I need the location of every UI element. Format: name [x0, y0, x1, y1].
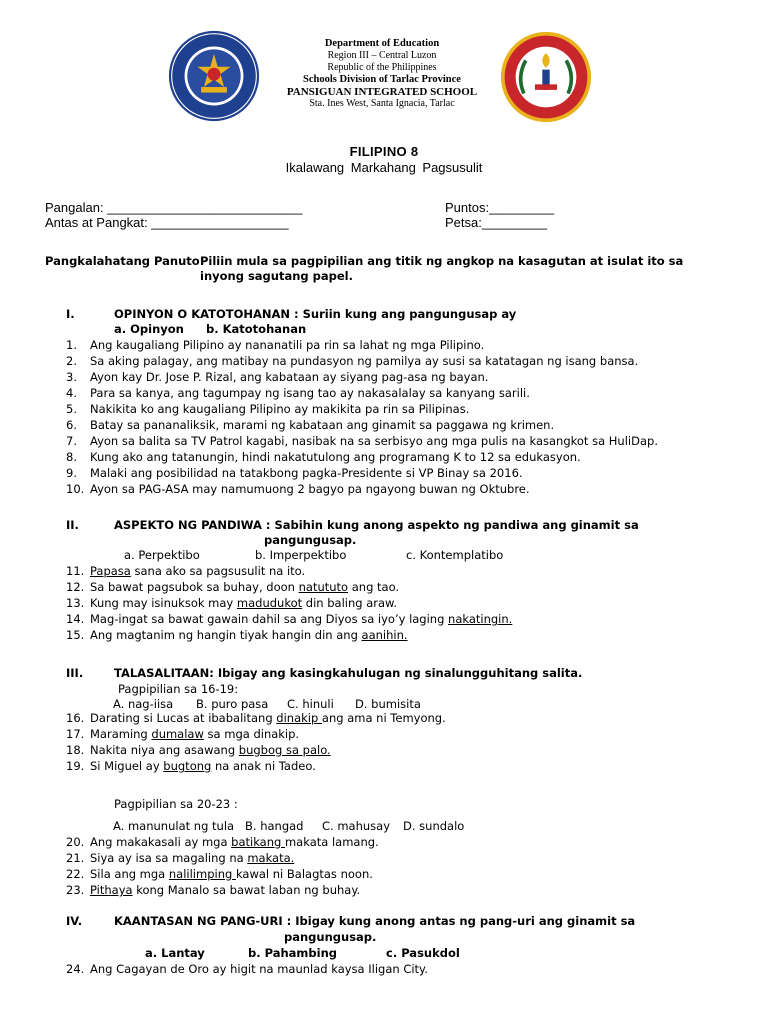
- item-text: Maraming dumalaw sa mga dinakip.: [90, 727, 300, 741]
- item-text: Nakita niya ang asawang bugbog sa palo.: [90, 743, 331, 757]
- school-header: [262, 38, 502, 110]
- item-number: 12.: [66, 580, 85, 594]
- choice-c: C. hinuli: [287, 697, 334, 711]
- section-2-option-b: b. Imperpektibo: [255, 548, 347, 562]
- division-name: Schools Division of Tarlac Province: [303, 74, 461, 85]
- item-number: 23.: [66, 883, 85, 897]
- subject-title: FILIPINO 8: [349, 144, 419, 159]
- choice-b: B. hangad: [245, 819, 304, 833]
- item-text: Ang makakasali ay mga batikang makata lamang.: [90, 835, 379, 849]
- department-name: Department of Education: [324, 38, 440, 49]
- item-number: 2.: [66, 354, 77, 368]
- item-text: Kung ako ang tatanungin, hindi nakatutulong ang programang K to 12 sa edukasyon.: [90, 450, 581, 464]
- item-text: Malaki ang posibilidad na tatakbong pagka-Presidente si VP Binay sa 2016.: [90, 466, 523, 480]
- item-number: 13.: [66, 596, 85, 610]
- item-number: 7.: [66, 434, 77, 448]
- choice-a: A. nag-iisa: [113, 697, 174, 711]
- section-2-roman: II.: [66, 518, 79, 532]
- choices-label-20-23: Pagpipilian sa 20-23 :: [114, 797, 238, 811]
- section-1-roman: I.: [66, 307, 75, 321]
- section-3-roman: III.: [66, 666, 84, 680]
- item-text: Ayon kay Dr. Jose P. Rizal, ang kabataan ay siyang pag-asa ng bayan.: [90, 370, 489, 384]
- section-4-option-a: a. Lantay: [145, 946, 205, 960]
- item-text: Sa aking palagay, ang matibay na pundasyon ng pamilya ay susi sa katatagan ng isang bansa.: [90, 354, 639, 368]
- item-number: 19.: [66, 759, 85, 773]
- instructions-label: Pangkalahatang Panuto:: [45, 254, 205, 268]
- deped-seal-icon: [168, 30, 260, 122]
- section-1-heading: OPINYON O KATOTOHANAN : Suriin kung ang pangungusap ay: [114, 307, 517, 321]
- item-text: Ayon sa PAG-ASA may namumuong 2 bagyo pa ngayong buwan ng Oktubre.: [90, 482, 530, 496]
- item-text: Darating si Lucas at ibabalitang dinakip ang ama ni Temyong.: [90, 711, 446, 725]
- item-number: 8.: [66, 450, 77, 464]
- underlined-word: nalilimping: [168, 867, 236, 881]
- item-number: 20.: [66, 835, 85, 849]
- choice-d: D. bumisita: [355, 697, 421, 711]
- underlined-word: makata.: [247, 851, 295, 865]
- underlined-word: madudukot: [236, 596, 303, 610]
- section-2-heading-cont: pangungusap.: [264, 533, 357, 547]
- date-field[interactable]: Petsa:_________: [445, 215, 547, 230]
- underlined-word: batikang: [231, 835, 285, 849]
- item-text: Siya ay isa sa magaling na makata.: [90, 851, 295, 865]
- underlined-word: Papasa: [90, 564, 131, 578]
- section-4-option-b: b. Pahambing: [248, 946, 338, 960]
- item-text: Nakikita ko ang kaugaliang Pilipino ay makikita pa rin sa Pilipinas.: [90, 402, 470, 416]
- choice-a: A. manunulat ng tula: [113, 819, 235, 833]
- item-text: Mag-ingat sa bawat gawain dahil sa ang Diyos sa iyo’y laging nakatingin.: [90, 612, 513, 626]
- item-text: Ang magtanim ng hangin tiyak hangin din ang aanihin.: [90, 628, 408, 642]
- item-number: 9.: [66, 466, 77, 480]
- score-field[interactable]: Puntos:_________: [445, 200, 555, 215]
- underlined-word: nakatingin.: [448, 612, 513, 626]
- item-text: Ang kaugaliang Pilipino ay nananatili pa rin sa lahat ng mga Pilipino.: [90, 338, 485, 352]
- item-number: 14.: [66, 612, 85, 626]
- choices-label-16-19: Pagpipilian sa 16-19:: [118, 682, 239, 696]
- school-name: PANSIGUAN INTEGRATED SCHOOL: [286, 86, 478, 98]
- section-2-option-c: c. Kontemplatibo: [406, 548, 504, 562]
- item-number: 17.: [66, 727, 85, 741]
- underlined-word: Pithaya: [90, 883, 133, 897]
- instructions-line-2: inyong sagutang papel.: [200, 269, 353, 283]
- republic-name: Republic of the Philippines: [327, 62, 437, 73]
- underlined-word: bugbog sa palo.: [238, 743, 331, 757]
- item-text: Sila ang mga nalilimping kawal ni Balagtas noon.: [90, 867, 373, 881]
- item-text: Si Miguel ay bugtong na anak ni Tadeo.: [90, 759, 316, 773]
- item-number: 3.: [66, 370, 77, 384]
- section-4-roman: IV.: [66, 914, 83, 928]
- choice-b: B. puro pasa: [196, 697, 269, 711]
- section-2-option-a: a. Perpektibo: [124, 548, 200, 562]
- underlined-word: natututo: [298, 580, 349, 594]
- item-text: Kung may isinuksok may madudukot din baling araw.: [90, 596, 398, 610]
- section-1-option-a: a. Opinyon: [114, 322, 184, 336]
- item-number: 15.: [66, 628, 85, 642]
- item-number: 5.: [66, 402, 77, 416]
- choice-c: C. mahusay: [322, 819, 391, 833]
- item-number: 10.: [66, 482, 85, 496]
- school-address: Sta. Ines West, Santa Ignacia, Tarlac: [309, 98, 455, 109]
- school-seal-icon: [500, 31, 592, 123]
- item-number: 22.: [66, 867, 85, 881]
- instructions-line-1: Piliin mula sa pagpipilian ang titik ng angkop na kasagutan at isulat ito sa: [200, 254, 684, 268]
- item-number: 4.: [66, 386, 77, 400]
- underlined-word: aanihin.: [361, 628, 408, 642]
- item-number: 11.: [66, 564, 85, 578]
- grade-section-field[interactable]: Antas at Pangkat: ___________________: [45, 215, 289, 230]
- name-field[interactable]: Pangalan: ___________________________: [45, 200, 303, 215]
- underlined-word: dinakip: [276, 711, 322, 725]
- section-4-heading: KAANTASAN NG PANG-URI : Ibigay kung anong antas ng pang-uri ang ginamit sa: [114, 914, 636, 928]
- section-2-heading: ASPEKTO NG PANDIWA : Sabihin kung anong aspekto ng pandiwa ang ginamit sa: [114, 518, 639, 532]
- item-text: Para sa kanya, ang tagumpay ng isang tao ay nakasalalay sa kanyang sarili.: [90, 386, 530, 400]
- item-number: 18.: [66, 743, 85, 757]
- item-text: Pithaya kong Manalo sa bawat laban ng buhay.: [90, 883, 361, 897]
- section-3-heading: TALASALITAAN: Ibigay ang kasingkahulugan ng sinalungguhitang salita.: [114, 666, 583, 680]
- section-4-heading-cont: pangungusap.: [284, 930, 377, 944]
- item-number: 16.: [66, 711, 85, 725]
- underlined-word: bugtong: [163, 759, 212, 773]
- exam-title: Ikalawang Markahang Pagsusulit: [285, 160, 483, 175]
- section-4-option-c: c. Pasukdol: [386, 946, 460, 960]
- item-text: Ayon sa balita sa TV Patrol kagabi, nasibak na sa serbisyo ang mga pulis na kasangkot sa HuliDap.: [90, 434, 658, 448]
- item-text: Ang Cagayan de Oro ay higit na maunlad kaysa Iligan City.: [90, 962, 428, 976]
- item-text: Sa bawat pagsubok sa buhay, doon natututo ang tao.: [90, 580, 400, 594]
- section-1-option-b: b. Katotohanan: [206, 322, 307, 336]
- item-number: 6.: [66, 418, 77, 432]
- item-number: 21.: [66, 851, 85, 865]
- item-text: Papasa sana ako sa pagsusulit na ito.: [90, 564, 306, 578]
- choice-d: D. sundalo: [403, 819, 465, 833]
- item-text: Batay sa pananaliksik, marami ng kabataan ang ginamit sa paggawa ng krimen.: [90, 418, 555, 432]
- item-number: 1.: [66, 338, 77, 352]
- underlined-word: dumalaw: [151, 727, 204, 741]
- item-number: 24.: [66, 962, 85, 976]
- region-name: Region III – Central Luzon: [327, 50, 437, 61]
